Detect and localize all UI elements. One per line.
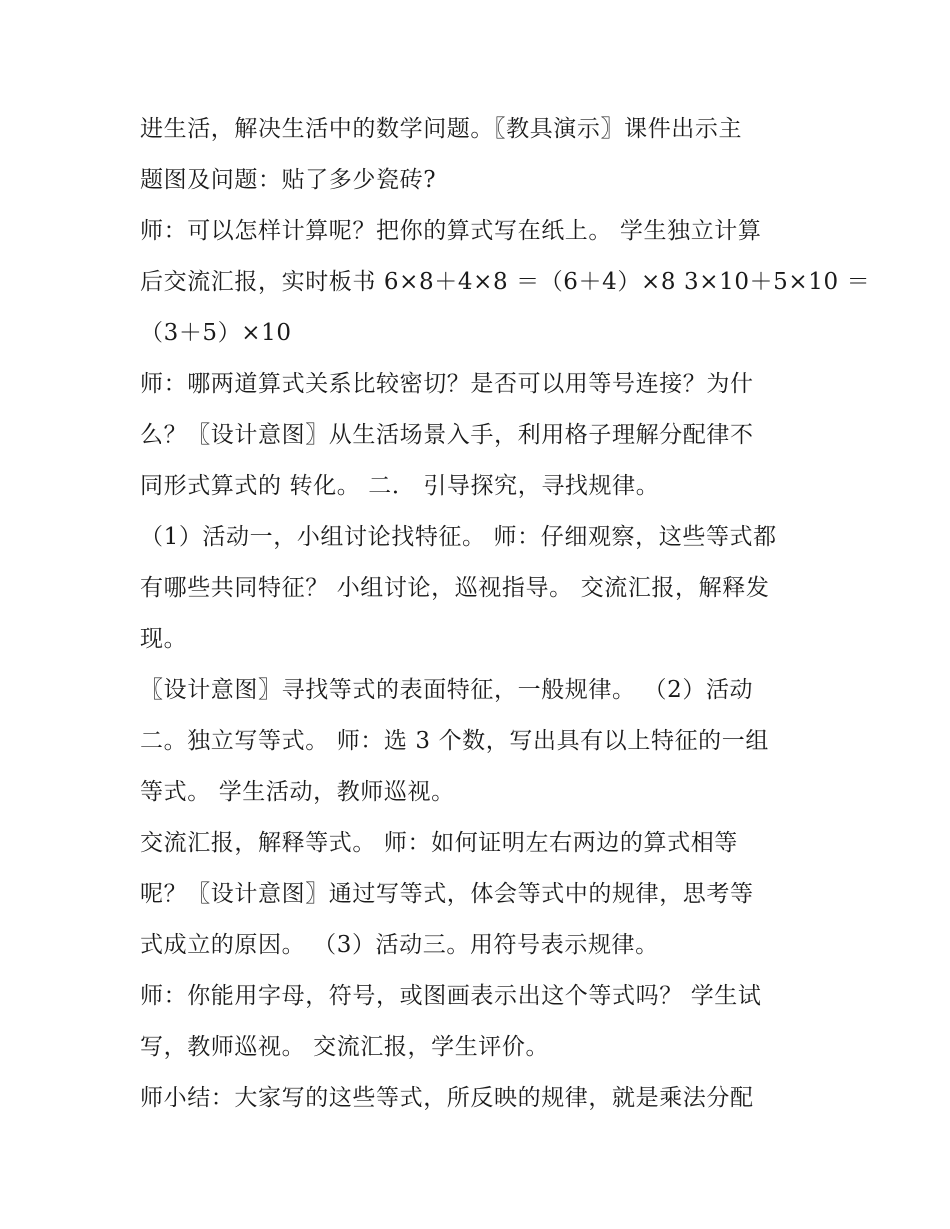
text-line: 后交流汇报，实时板书 6×8＋4×8 ＝（6＋4）×8 3×10＋5×10 ＝ [140, 269, 871, 295]
text-line: 式成立的原因。 （3）活动三。用符号表示规律。 [140, 932, 659, 958]
text-line: 师：你能用字母，符号，或图画表示出这个等式吗？ 学生试 [140, 983, 762, 1009]
text-line: （1）活动一，小组讨论找特征。 师：仔细观察，这些等式都 [140, 524, 777, 550]
text-line: 同形式算式的 转化。 二． 引导探究，寻找规律。 [140, 473, 660, 499]
text-line: 交流汇报，解释等式。 师：如何证明左右两边的算式相等 [140, 830, 738, 856]
text-line: 题图及问题：贴了多少瓷砖? [140, 167, 437, 193]
text-line: 等式。 学生活动，教师巡视。 [140, 779, 455, 805]
text-line: 二。独立写等式。 师：选 3 个数，写出具有以上特征的一组 [140, 728, 769, 754]
text-line: 〖设计意图〗寻找等式的表面特征，一般规律。 （2）活动 [140, 677, 754, 703]
text-line: 呢？〖设计意图〗通过写等式，体会等式中的规律，思考等 [140, 881, 754, 907]
text-line: 写，教师巡视。 交流汇报，学生评价。 [140, 1034, 550, 1060]
text-line: 师：哪两道算式关系比较密切？是否可以用等号连接？为什 [140, 371, 754, 397]
text-line: 有哪些共同特征？ 小组讨论，巡视指导。 交流汇报，解释发 [140, 575, 770, 601]
text-line: 师小结：大家写的这些等式，所反映的规律，就是乘法分配 [140, 1085, 754, 1111]
text-line: 师：可以怎样计算呢？把你的算式写在纸上。 学生独立计算 [140, 218, 762, 244]
text-line: 进生活，解决生活中的数学问题。〖教具演示〗课件出示主 [140, 116, 743, 142]
document-body [140, 104, 871, 1124]
text-line: 么？〖设计意图〗从生活场景入手，利用格子理解分配律不 [140, 422, 754, 448]
text-line: （3＋5）×10 [140, 320, 292, 346]
text-line: 现。 [140, 626, 188, 652]
